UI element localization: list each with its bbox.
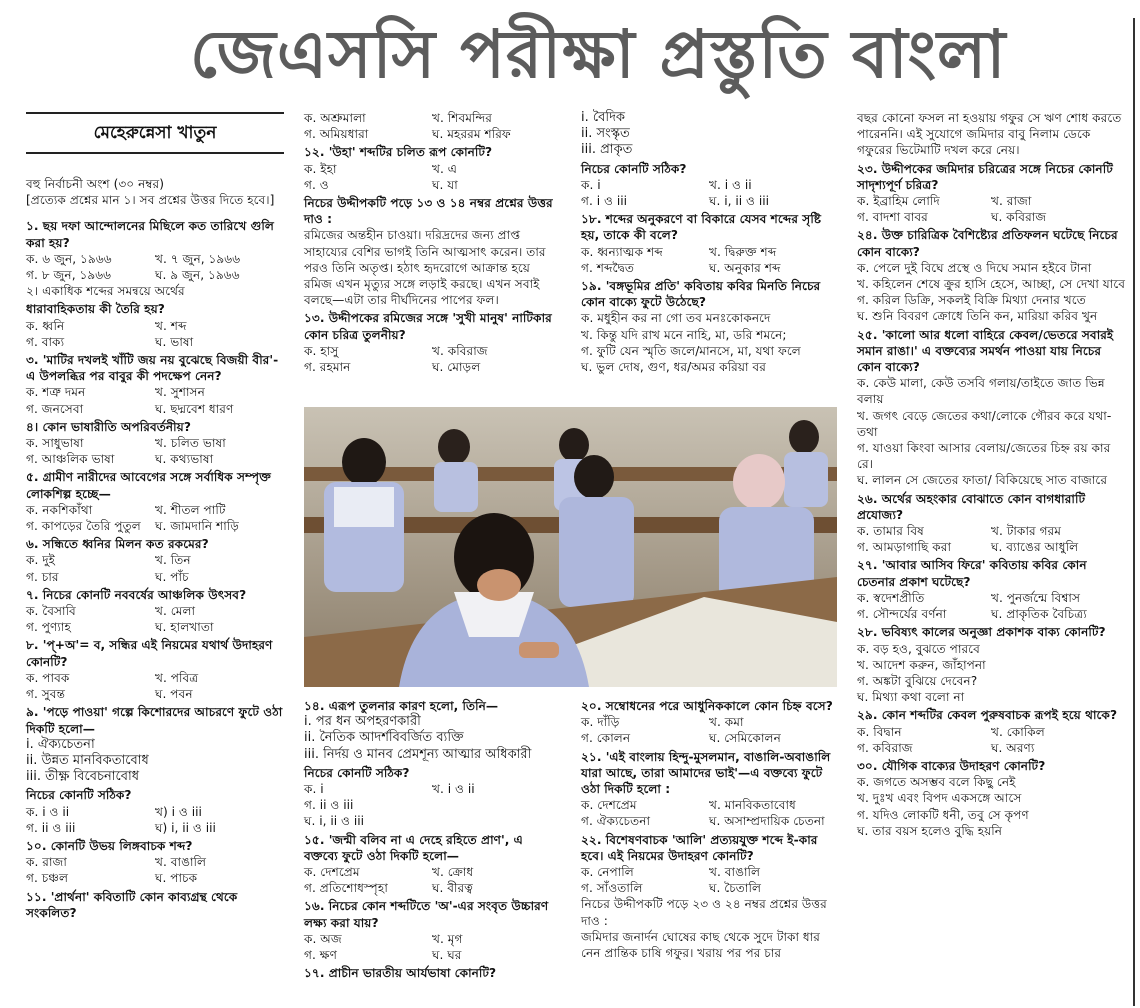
option-b: খ. মানবিকতাবোধ	[709, 798, 796, 813]
question-text: ১৬. নিচের কোন শব্দটিতে 'অ'-এর সংবৃত উচ্চারণ লক্ষ্য করা যায়?	[304, 899, 549, 930]
option-a: গ. ও	[304, 177, 329, 192]
body-text: ঘ. ভুল দোষ, গুণ, ধর/অমর করিয়া বর	[581, 360, 766, 375]
option-b: ঘ. পাচক	[155, 871, 198, 886]
question-text: ২৪. উক্ত চারিত্রিক বৈশিষ্ট্যের প্রতিফলন ঘটেছে নিচের কোন বাক্যে?	[857, 228, 1118, 259]
option-b: ঘ. ছদ্মবেশ ধারণ	[155, 401, 234, 416]
option-a: গ. আঞ্চলিক ভাষা	[26, 452, 115, 467]
option-b: খ. ৭ জুন, ১৯৬৬	[155, 251, 241, 266]
option-a: ক. দেশপ্রেম	[581, 798, 637, 813]
option-a: গ. সুবন্ত	[26, 687, 65, 702]
statement-item: i. পর ধন অপহরণকারী	[304, 714, 421, 730]
answer-options	[581, 864, 837, 880]
question-text: ২০. সম্বোধনের পরে আধুনিককালে কোন চিহ্ন বসে?	[581, 699, 833, 713]
option-a: গ. কবিরাজ	[857, 740, 913, 755]
option-a: গ. পুণ্যাহ	[26, 620, 71, 635]
option-b: ঘ. বীরত্ব	[432, 881, 473, 896]
question-text: নিচের উদ্দীপকটি পড়ে ১৩ ও ১৪ নম্বর প্রশ্নের উত্তর দাও :	[304, 196, 553, 227]
body-text: খ. জগৎ বেড়ে জেতের কথা/লোকে গৌরব করে যথা-তথা	[857, 408, 1112, 439]
answer-options	[26, 870, 284, 886]
option-b: খ. টাকার গরম	[991, 524, 1062, 539]
option-b: খ. ক্রোধ	[432, 865, 474, 880]
option-b: ঘ. অনুকার শব্দ	[709, 260, 781, 275]
question-text: ২১. 'এই বাংলায় হিন্দু-মুসলমান, বাঙালি-অবাঙালি যারা আছে, তারা আমাদের ভাই'—এ বক্তব্যে ফুটে ওঠা দিকটি হলো :	[581, 749, 831, 797]
option-b: খ. তিন	[155, 553, 191, 568]
option-a: ক. অশ্রুমালা	[304, 111, 366, 125]
option-b: ঘ. মোড়ল	[432, 360, 481, 375]
answer-options	[26, 854, 284, 870]
question-text: ৩০. যৌগিক বাক্যের উদাহরণ কোনটি?	[857, 758, 1046, 773]
answer-options	[304, 110, 560, 126]
body-text: গ. করিল ডিক্রি, সকলই বিক্রি মিথ্যা দেনার খতে	[857, 293, 1086, 308]
answer-options	[857, 590, 1125, 606]
option-a: গ. বাদশা বাবর	[857, 210, 928, 225]
option-a: গ. চঞ্চল	[26, 871, 69, 886]
question-text: ১৭. প্রাচীন ভারতীয় আর্যভাষা কোনটি?	[304, 966, 497, 981]
question-text: ৯. 'পড়ে পাওয়া' গল্পে কিশোরদের আচরণে ফুটে ওঠা দিকটি হলো—	[26, 705, 283, 736]
answer-options	[304, 359, 560, 375]
answer-options	[581, 797, 837, 813]
option-b: খ. দ্বিরুক্ত শব্দ	[709, 244, 777, 259]
question-text: ২৭. 'আবার আসিব ফিরে' কবিতায় কবির কোন চেতনার প্রকাশ ঘটেছে?	[857, 558, 1087, 589]
body-text: ক. জগতে অসম্ভব বলে কিছু নেই	[857, 775, 1016, 790]
answer-options	[581, 260, 837, 276]
answer-options	[304, 177, 560, 193]
answer-options	[26, 401, 284, 417]
option-b: খ. সুশাসন	[155, 385, 205, 400]
column-1	[26, 110, 284, 1008]
body-text: ক. মধুহীন কর না গো তব মনঃকোকনদে	[581, 311, 771, 326]
body-text: ২। একাধিক শব্দের সমন্বয়ে অর্থের	[26, 284, 185, 299]
option-b: ঘ. ৯ জুন, ১৯৬৬	[155, 268, 240, 283]
page-headline: জেএসসি পরীক্ষা প্রস্তুতি বাংলা	[190, 16, 1007, 93]
option-b: ঘ. i, ii ও iii	[709, 194, 770, 209]
answer-options	[304, 880, 560, 896]
answer-options	[857, 606, 1125, 622]
question-text: ১৩. উদ্দীপকের রমিজের সঙ্গে 'সুখী মানুষ' নাটিকার কোন চরিত্র তুলনীয়?	[304, 311, 552, 342]
option-a: ঘ. i, ii ও iii	[304, 814, 365, 829]
body-text: খ. কিন্তু যদি রাখ মনে নাহি, মা, ডরি শমনে;	[581, 327, 787, 342]
option-a: ক. দাঁড়ি	[581, 715, 620, 730]
option-a: ক. ইব্রাহিম লোদি	[857, 194, 940, 209]
answer-options	[26, 820, 284, 836]
answer-options	[581, 880, 837, 896]
body-text: ক. পেলে দুই বিঘে প্রস্থে ও দিঘে সমান হইবে টানা	[857, 260, 1092, 275]
option-a: ক. বিদ্বান	[857, 724, 902, 739]
option-b: ঘ. হালখাতা	[155, 620, 214, 635]
option-a: ক. দেশপ্রেম	[304, 865, 360, 880]
column-3-bottom	[581, 696, 837, 1008]
option-b: খ. শিবমন্দির	[432, 111, 492, 125]
body-text: গ. যাওয়া কিংবা আসার বেলায়/জেতের চিহ্ন রয় কার রে।	[857, 441, 1111, 472]
body-text: ঘ. লালন সে জেতের ফাতা/ বিকিয়েছে সাত বাজারে	[857, 473, 1108, 488]
option-b: ঘ. কথ্যভাষা	[155, 452, 214, 467]
answer-options	[26, 384, 284, 400]
answer-options	[26, 334, 284, 350]
answer-options	[26, 451, 284, 467]
body-text: [প্রত্যেক প্রশ্নের মান ১। সব প্রশ্নের উত্তর দিতে হবে।]	[26, 193, 275, 208]
option-b: ঘ. অরণ্য	[991, 740, 1035, 755]
option-b: খ. শব্দ	[155, 318, 187, 333]
answer-options	[304, 781, 560, 797]
answer-options	[857, 724, 1125, 740]
option-a: গ. জনসেবা	[26, 401, 84, 416]
option-a: গ. আমড়াগাছি করা	[857, 540, 951, 555]
question-text: ১. ছয় দফা আন্দোলনের মিছিলে কত তারিখে গুলি করা হয়?	[26, 219, 274, 250]
body-text: গ. যদিও লোকটি ধনী, তবু সে কৃপণ	[857, 807, 1029, 822]
option-b: খ. শীতল পাটি	[155, 502, 226, 517]
column-3-top	[581, 110, 837, 398]
body-text: ক. বড় হও, বুঝতে পারবে	[857, 641, 980, 656]
option-b: ঘ. ঘর	[432, 948, 462, 963]
option-b: খ. বাঙালি	[155, 855, 207, 870]
answer-options	[26, 435, 284, 451]
question-text: ২৫. 'কালো আর ধলো বাহিরে কেবল/ভেতরে সবারই সমান রাঙা।' এ বক্তব্যের সমর্থন পাওয়া যায় নিচের কোন বাক্যে?	[857, 327, 1114, 375]
option-b: খ. মেলা	[155, 604, 196, 619]
answer-options	[26, 686, 284, 702]
option-b: ঘ. জামদানি শাড়ি	[155, 519, 239, 534]
body-text: রমিজের অন্তহীন চাওয়া। দরিদ্রদের জন্য প্রাপ্ত সাহায্যের বেশির ভাগই তিনি আত্মসাৎ করেন। তার পরও তিনি অতৃপ্ত। হঠাৎ হৃদরোগে আক্রান্ত হয়ে রমিজ এখন মৃত্যুর সঙ্গে লড়াই করছে। এখন সবাই বলছে—এটা তার দীর্ঘদিনের পাপের ফল।	[304, 228, 546, 308]
answer-options	[304, 343, 560, 359]
option-b: ঘ. যা	[432, 177, 458, 192]
option-a: ক. ধ্বনি	[26, 318, 65, 333]
option-b: ঘ. সেমিকোলন	[709, 731, 781, 746]
option-a: ক. অজ	[304, 931, 342, 946]
option-a: গ. কাপড়ের তৈরি পুতুল	[26, 519, 141, 534]
option-b: খ. পুনর্জন্মে বিশ্বাস	[991, 590, 1081, 605]
option-a: ক. ধ্বন্যাত্মক শব্দ	[581, 244, 663, 259]
answer-options	[26, 518, 284, 534]
body-text: বহু নির্বাচনী অংশ (৩০ নম্বর)	[26, 177, 165, 191]
option-b: খ. i ও ii	[432, 782, 475, 797]
answer-options	[26, 552, 284, 568]
body-text: ঘ. তার বয়স হলেও বুদ্ধি হয়নি	[857, 823, 1003, 838]
body-text: গ. ফুটি যেন স্মৃতি জলে/মানসে, মা, যথা ফলে	[581, 343, 801, 358]
body-text: ঘ. শুনি বিবরণ ক্রোধে তিনি কন, মারিয়া করিব খুন	[857, 309, 1098, 324]
question-text: ১৫. 'জন্মী বলিব না এ দেহে রহিতে প্রাণ', এ বক্তব্যে ফুটে ওঠা দিকটি হলো—	[304, 832, 523, 863]
option-a: গ. i ও iii	[581, 194, 627, 209]
option-a: গ. রহমান	[304, 360, 351, 375]
answer-options	[857, 539, 1125, 555]
answer-options	[304, 126, 560, 142]
option-a: ক. নকশিকাঁথা	[26, 502, 93, 517]
column-divider	[1133, 18, 1135, 1006]
column-4	[857, 110, 1125, 1008]
option-b: খ. রাজা	[991, 194, 1032, 209]
option-a: গ. ii ও iii	[26, 820, 76, 835]
option-a: গ. ৮ জুন, ১৯৬৬	[26, 268, 112, 283]
option-a: ক. i	[581, 177, 601, 192]
body-text: খ. দুঃখ এবং বিপদ একসঙ্গে আসে	[857, 791, 1022, 806]
option-a: ক. তামার বিষ	[857, 524, 924, 539]
option-a: ক. দুই	[26, 553, 56, 568]
option-a: গ. ঐক্যচেতনা	[581, 814, 651, 829]
answer-options	[304, 161, 560, 177]
option-b: ঘ. প্রাকৃতিক বৈচিত্র্য	[991, 607, 1087, 622]
body-text: বছর কোনো ফসল না হওয়ায় গফুর সে ঋণ শোধ করতে পারেননি। এই সুযোগে জমিদার বাবু নিলাম ডেকে গফুরের ভিটেমাটি দখল করে নেয়।	[857, 111, 1122, 158]
answer-options	[304, 797, 560, 813]
body-text: নিচের উদ্দীপকটি পড়ে ২৩ ও ২৪ নম্বর প্রশ্নের উত্তর দাও :	[581, 897, 827, 928]
option-b: খ. i ও ii	[709, 177, 752, 192]
body-text: খ. কহিলেন শেষে ক্রুর হাসি হেসে, আচ্ছা, সে দেখা যাবে	[857, 277, 1126, 292]
option-a: ক. সাধুভাষা	[26, 436, 84, 451]
exam-hall-photo	[304, 407, 837, 687]
option-b: ঘ. পবন	[155, 687, 193, 702]
question-text: ৪। কোন ভাষারীতি অপরিবর্তনীয়?	[26, 419, 191, 434]
option-b: ঘ. কবিরাজ	[991, 210, 1047, 225]
column-2-top	[304, 110, 560, 375]
answer-options	[581, 244, 837, 260]
option-b: খ. মৃগ	[432, 931, 463, 946]
question-text: ১২. 'উহা' শব্দটির চলিত রূপ কোনটি?	[304, 145, 493, 160]
option-a: ক. স্বদেশপ্রীতি	[857, 590, 925, 605]
question-text: ১৪. এরূপ তুলনার কারণ হলো, তিনি—	[304, 699, 499, 713]
statement-item: i. বৈদিক	[581, 110, 626, 125]
option-b: ঘ. ভাষা	[155, 334, 194, 349]
answer-options	[304, 947, 560, 963]
body-text: গ. অঙ্কটা বুঝিয়ে দেবেন?	[857, 673, 978, 688]
answer-options	[26, 267, 284, 283]
spacer	[26, 208, 284, 216]
option-a: ক. ইহা	[304, 161, 337, 176]
option-a: গ. প্রতিশোধস্পৃহা	[304, 881, 388, 896]
option-a: ক. হাসু	[304, 343, 339, 358]
question-text: ১৯. 'বঙ্গভূমির প্রতি' কবিতায় কবির মিনতি নিচের কোন বাক্যে ফুটে উঠেছে?	[581, 279, 821, 310]
answer-options	[26, 804, 284, 820]
question-text: নিচের কোনটি সঠিক?	[304, 765, 410, 780]
option-b: খ. কোকিল	[991, 724, 1045, 739]
question-text: ২৯. কোন শব্দটির কেবল পুরুষবাচক রূপই হয়ে থাকে?	[857, 708, 1118, 723]
answer-options	[581, 193, 837, 209]
question-text: ৩. 'মাটির দখলই খাঁটি জয় নয় বুঝেছে বিজয়ী বীর'-এ উপলব্ধির পর বাবুর কী পদক্ষেপ নেন?	[26, 353, 279, 384]
option-b: খ. চলিত ভাষা	[155, 436, 226, 451]
option-b: খ. পবিত্র	[155, 670, 199, 685]
option-a: ক. রাজা	[26, 855, 67, 870]
option-a: গ. বাক্য	[26, 334, 65, 349]
author-name: মেহেরুন্নেসা খাতুন	[26, 112, 284, 154]
answer-options	[26, 251, 284, 267]
option-a: গ. চার	[26, 569, 59, 584]
option-b: খ. কবিরাজ	[432, 343, 488, 358]
option-a: গ. ii ও iii	[304, 798, 354, 813]
answer-options	[304, 813, 560, 829]
answer-options	[581, 714, 837, 730]
option-a: গ. কোলন	[581, 731, 631, 746]
answer-options	[857, 209, 1125, 225]
option-a: গ. ক্ষণ	[304, 948, 337, 963]
option-a: ক. বৈসাবি	[26, 604, 76, 619]
body-text: খ. আদেশ করুন, জাঁহাপনা	[857, 657, 986, 672]
question-text: ১১. 'প্রার্থনা' কবিতাটি কোন কাব্যগ্রন্থ থেকে সংকলিত?	[26, 889, 238, 920]
answer-options	[581, 730, 837, 746]
question-text: ৮. 'প্+অ'= ব, সন্ধির এই নিয়মের যথার্থ উদাহরণ কোনটি?	[26, 638, 273, 669]
answer-options	[26, 603, 284, 619]
option-a: ক. নেপালি	[581, 865, 634, 880]
answer-options	[304, 864, 560, 880]
statement-item: i. ঐক্যচেতনা	[26, 736, 95, 752]
option-b: খ. বাঙালি	[709, 865, 761, 880]
option-b: ঘ. মহররম শরিফ	[432, 127, 511, 142]
option-b: ঘ. অসাম্প্রদায়িক চেতনা	[709, 814, 825, 829]
question-text: ধারাবাহিকতায় কী তৈরি হয়?	[26, 302, 165, 317]
option-a: ক. পাবক	[26, 670, 70, 685]
option-a: গ. শব্দদ্বৈত	[581, 260, 635, 275]
option-a: গ. সৌন্দর্যের বর্ণনা	[857, 607, 947, 622]
question-text: ৬. সন্ধিতে ধ্বনির মিলন কত রকমের?	[26, 537, 209, 552]
option-b: ঘ) i, ii ও iii	[155, 820, 216, 835]
question-text: ৫. গ্রামীণ নারীদের আবেগের সঙ্গে সর্বাধিক সম্পৃক্ত লোকশিল্প হচ্ছে—	[26, 470, 272, 501]
question-text: ২৮. ভবিষ্যৎ কালের অনুজ্ঞা প্রকাশক বাক্য কোনটি?	[857, 625, 1106, 640]
question-text: ২২. বিশেষণবাচক 'আলি' প্রত্যয়যুক্ত শব্দে ই-কার হবে। এই নিয়মের উদাহরণ কোনটি?	[581, 832, 818, 863]
option-a: ক. i	[304, 782, 324, 797]
option-a: ক. ৬ জুন, ১৯৬৬	[26, 251, 112, 266]
question-text: ১৮. শব্দের অনুকরণে বা বিকারে যেসব শব্দের সৃষ্টি হয়, তাকে কী বলে?	[581, 212, 822, 243]
option-a: ক. শত্রু দমন	[26, 385, 86, 400]
option-b: খ) i ও iii	[155, 804, 202, 819]
option-b: ঘ. ব্যাঙের আধুলি	[991, 540, 1079, 555]
answer-options	[857, 740, 1125, 756]
answer-options	[26, 670, 284, 686]
answer-options	[26, 619, 284, 635]
statement-item: iii. প্রাকৃত	[581, 142, 633, 158]
option-b: খ. এ	[432, 161, 458, 176]
answer-options	[26, 569, 284, 585]
statement-item: ii. সংস্কৃত	[581, 126, 630, 142]
statement-item: iii. নির্দয় ও মানব প্রেমশূন্য আত্মার অধিকারী	[304, 746, 532, 762]
column-1-content	[26, 176, 284, 921]
option-a: ক. i ও ii	[26, 804, 70, 819]
option-a: গ. অমিয়ধারা	[304, 127, 369, 142]
answer-options	[857, 523, 1125, 539]
body-text: ঘ. মিথ্যা কথা বলো না	[857, 690, 965, 705]
question-text: ১০. কোনটি উভয় লিঙ্গবাচক শব্দ?	[26, 838, 193, 853]
answer-options	[304, 931, 560, 947]
option-b: ঘ. পাঁচ	[155, 569, 189, 584]
body-text: জমিদার জনার্দন ঘোষের কাছ থেকে সুদে টাকা ধার নেন প্রান্তিক চাষি গফুর। খরায় পর পর চার	[581, 929, 820, 961]
question-text: ২৩. উদ্দীপকের জমিদার চরিত্রের সঙ্গে নিচের কোনটি সাদৃশ্যপূর্ণ চরিত্র?	[857, 161, 1113, 192]
option-a: গ. সাঁওতালি	[581, 881, 643, 896]
statement-item: ii. নৈতিক আদর্শবিবর্জিত ব্যক্তি	[304, 730, 464, 746]
answer-options	[857, 193, 1125, 209]
answer-options	[26, 318, 284, 334]
question-text: ২৬. অর্থের অহংকার বোঝাতে কোন বাগধারাটি প্রযোজ্য?	[857, 491, 1086, 522]
body-text: ক. কেউ মালা, কেউ তসবি গলায়/তাইতে জাত ভিন্ন বলায়	[857, 376, 1105, 407]
statement-item: iii. তীক্ষ্ণ বিবেচনাবোধ	[26, 769, 139, 785]
question-text: নিচের কোনটি সঠিক?	[26, 788, 132, 803]
answer-options	[26, 502, 284, 518]
option-b: ঘ. চৈতালি	[709, 881, 762, 896]
answer-options	[581, 813, 837, 829]
statement-item: ii. উন্নত মানবিকতাবোধ	[26, 752, 149, 768]
column-2-bottom	[304, 696, 560, 1008]
question-text: নিচের কোনটি সঠিক?	[581, 161, 687, 176]
answer-options	[581, 177, 837, 193]
option-b: খ. কমা	[709, 715, 744, 730]
question-text: ৭. নিচের কোনটি নববর্ষের আঞ্চলিক উৎসব?	[26, 587, 247, 602]
